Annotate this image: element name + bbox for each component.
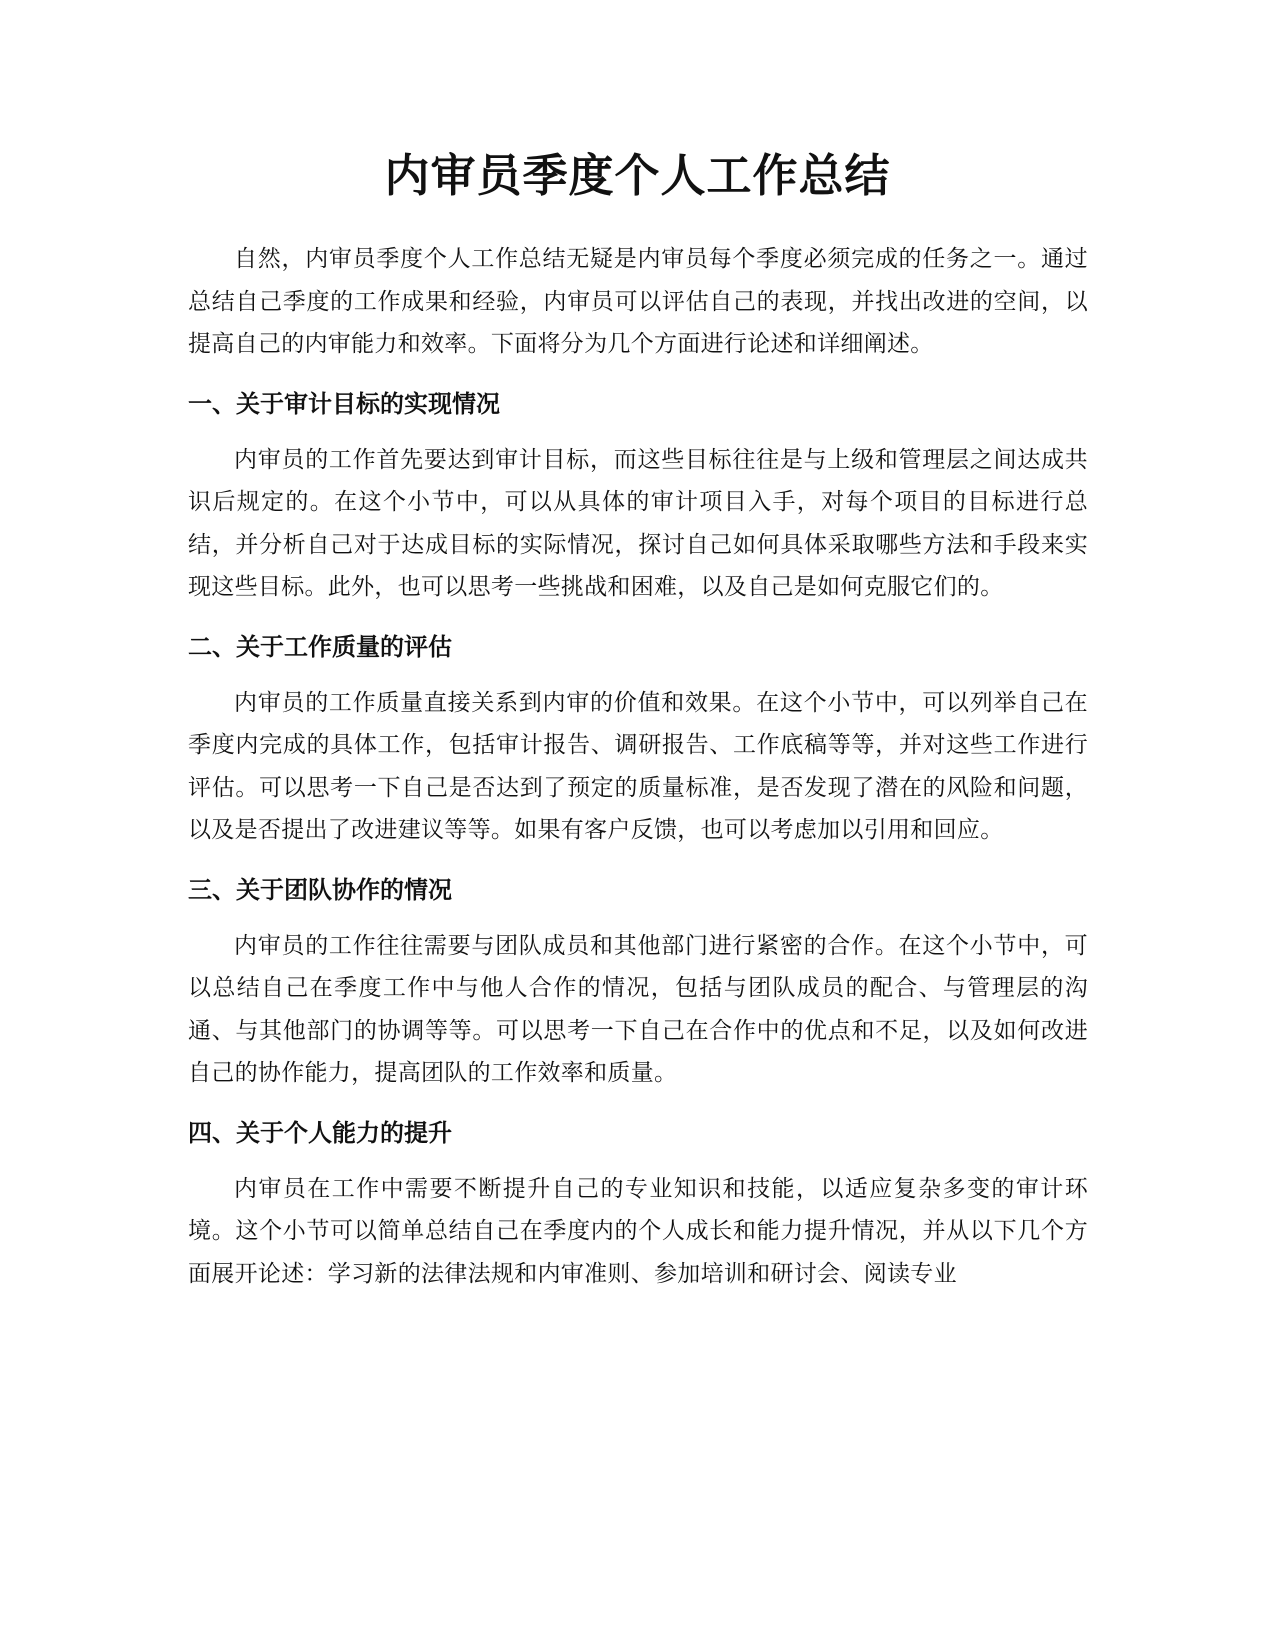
section-paragraph: 内审员的工作往往需要与团队成员和其他部门进行紧密的合作。在这个小节中，可以总结自己在季度工作中与他人合作的情况，包括与团队成员的配合、与管理层的沟通、与其他部门的协调等等。可以思考一下自己在合作中的优点和不足，以及如何改进自己的协作能力，提高团队的工作效率和质量。 bbox=[188, 932, 1088, 1086]
section-1 bbox=[188, 384, 1088, 609]
section-paragraph: 内审员的工作质量直接关系到内审的价值和效果。在这个小节中，可以列举自己在季度内完成的具体工作，包括审计报告、调研报告、工作底稿等等，并对这些工作进行评估。可以思考一下自己是否达到了预定的质量标准，是否发现了潜在的风险和问题，以及是否提出了改进建议等等。如果有客户反馈，也可以考虑加以引用和回应。 bbox=[188, 689, 1088, 843]
section-paragraph: 内审员在工作中需要不断提升自己的专业知识和技能，以适应复杂多变的审计环境。这个小节可以简单总结自己在季度内的个人成长和能力提升情况，并从以下几个方面展开论述：学习新的法律法规和内审准则、参加培训和研讨会、阅读专业 bbox=[188, 1175, 1088, 1287]
section-heading: 一、关于审计目标的实现情况 bbox=[188, 389, 500, 418]
section-heading: 三、关于团队协作的情况 bbox=[188, 875, 452, 904]
section-3 bbox=[188, 870, 1088, 1095]
document-title: 内审员季度个人工作总结 bbox=[384, 149, 891, 202]
document-body bbox=[188, 238, 1088, 1295]
section-heading: 二、关于工作质量的评估 bbox=[188, 632, 452, 661]
intro-paragraph: 自然，内审员季度个人工作总结无疑是内审员每个季度必须完成的任务之一。通过总结自己季度的工作成果和经验，内审员可以评估自己的表现，并找出改进的空间，以提高自己的内审能力和效率。下面将分为几个方面进行论述和详细阐述。 bbox=[188, 246, 1088, 357]
section-4 bbox=[188, 1113, 1088, 1296]
section-2 bbox=[188, 627, 1088, 852]
section-paragraph: 内审员的工作首先要达到审计目标，而这些目标往往是与上级和管理层之间达成共识后规定的。在这个小节中，可以从具体的审计项目入手，对每个项目的目标进行总结，并分析自己对于达成目标的实际情况，探讨自己如何具体采取哪些方法和手段来实现这些目标。此外，也可以思考一些挑战和困难，以及自己是如何克服它们的。 bbox=[188, 446, 1088, 600]
section-heading: 四、关于个人能力的提升 bbox=[188, 1118, 452, 1147]
